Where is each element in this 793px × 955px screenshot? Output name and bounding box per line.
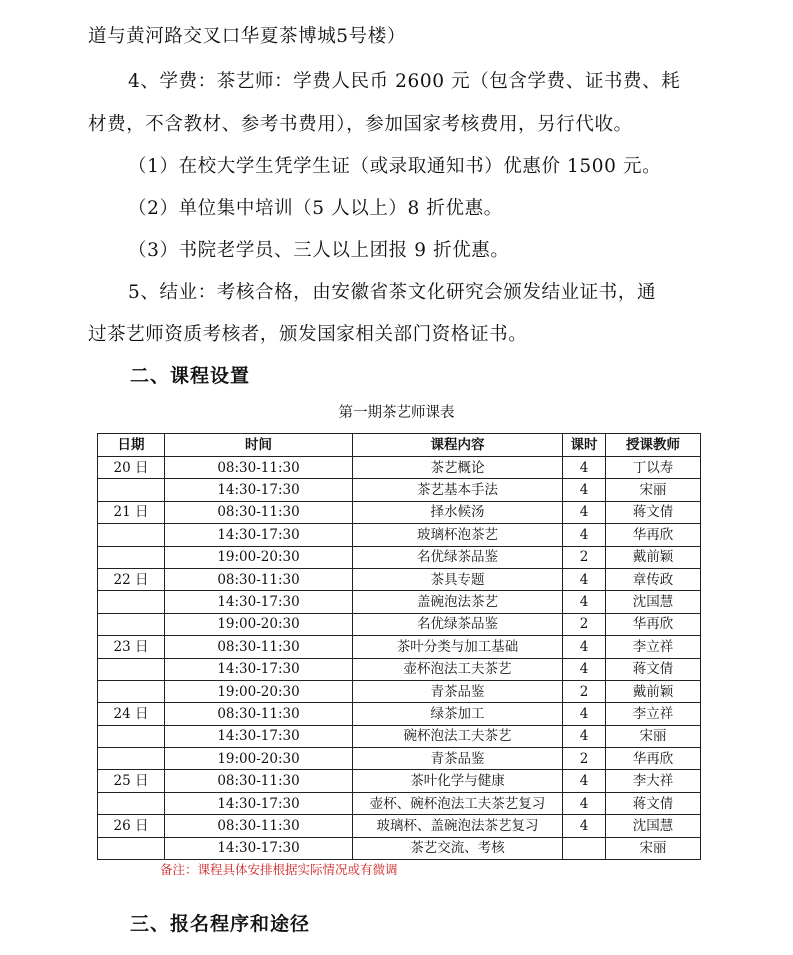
- cell-content: 玻璃杯泡茶艺: [353, 524, 563, 546]
- cell-date: [98, 748, 165, 770]
- table-row: [98, 703, 701, 725]
- cell-time: 08:30-11:30: [165, 703, 353, 725]
- cell-teacher: 李大祥: [606, 770, 701, 792]
- paragraph-completion: 5、结业：考核合格，由安徽省茶文化研究会颁发结业证书，通: [128, 282, 657, 303]
- paragraph-discount-2: （2）单位集中培训（5 人以上）8 折优惠。: [128, 198, 503, 219]
- schedule-body: [98, 457, 701, 860]
- cell-teacher: 华再欣: [606, 524, 701, 546]
- cell-hours: 4: [563, 658, 606, 680]
- cell-time: 14:30-17:30: [165, 524, 353, 546]
- cell-time: 19:00-20:30: [165, 546, 353, 568]
- header-date: 日期: [98, 434, 165, 457]
- cell-time: 19:00-20:30: [165, 748, 353, 770]
- cell-time: 19:00-20:30: [165, 613, 353, 635]
- cell-hours: 2: [563, 680, 606, 702]
- cell-time: 08:30-11:30: [165, 636, 353, 658]
- cell-date: 24 日: [98, 703, 165, 725]
- cell-hours: 4: [563, 636, 606, 658]
- cell-date: [98, 591, 165, 613]
- cell-content: 择水候汤: [353, 501, 563, 523]
- cell-hours: 4: [563, 725, 606, 747]
- cell-hours: 4: [563, 591, 606, 613]
- paragraph-tuition-cont: 材费，不含教材、参考书费用），参加国家考核费用，另行代收。: [88, 114, 633, 135]
- cell-content: 玻璃杯、盖碗泡法茶艺复习: [353, 815, 563, 837]
- cell-content: 茶艺交流、考核: [353, 837, 563, 859]
- cell-content: 青茶品鉴: [353, 748, 563, 770]
- table-row: [98, 636, 701, 658]
- cell-date: [98, 479, 165, 501]
- cell-date: [98, 524, 165, 546]
- paragraph-address-end: 道与黄河路交叉口华夏茶博城5号楼）: [88, 26, 406, 47]
- table-row: [98, 658, 701, 680]
- table-row: [98, 725, 701, 747]
- table-row: [98, 501, 701, 523]
- cell-teacher: 丁以寿: [606, 457, 701, 479]
- paragraph-discount-1: （1）在校大学生凭学生证（或录取通知书）优惠价 1500 元。: [128, 156, 662, 177]
- cell-hours: 4: [563, 524, 606, 546]
- cell-teacher: 戴前颖: [606, 546, 701, 568]
- cell-teacher: 华再欣: [606, 613, 701, 635]
- cell-hours: 4: [563, 703, 606, 725]
- cell-date: 25 日: [98, 770, 165, 792]
- cell-hours: 2: [563, 748, 606, 770]
- cell-teacher: 戴前颖: [606, 680, 701, 702]
- cell-teacher: 蒋文倩: [606, 658, 701, 680]
- cell-time: 14:30-17:30: [165, 725, 353, 747]
- table-row: [98, 524, 701, 546]
- cell-teacher: 李立祥: [606, 636, 701, 658]
- cell-content: 青茶品鉴: [353, 680, 563, 702]
- cell-teacher: 沈国慧: [606, 591, 701, 613]
- cell-date: 20 日: [98, 457, 165, 479]
- table-row: [98, 837, 701, 859]
- table-row: [98, 613, 701, 635]
- cell-teacher: 李立祥: [606, 703, 701, 725]
- table-row: [98, 770, 701, 792]
- cell-content: 碗杯泡法工夫茶艺: [353, 725, 563, 747]
- header-teacher: 授课教师: [606, 434, 701, 457]
- cell-date: 26 日: [98, 815, 165, 837]
- table-row: [98, 680, 701, 702]
- cell-date: [98, 725, 165, 747]
- section-heading-curriculum: 二、课程设置: [130, 365, 251, 387]
- paragraph-completion-cont: 过茶艺师资质考核者，颁发国家相关部门资格证书。: [88, 324, 528, 345]
- table-row: [98, 479, 701, 501]
- cell-teacher: 华再欣: [606, 748, 701, 770]
- header-hours: 课时: [563, 434, 606, 457]
- cell-hours: [563, 837, 606, 859]
- cell-hours: 2: [563, 546, 606, 568]
- table-row: [98, 591, 701, 613]
- cell-date: 21 日: [98, 501, 165, 523]
- schedule-table: [97, 433, 701, 860]
- cell-content: 壶杯泡法工夫茶艺: [353, 658, 563, 680]
- cell-date: [98, 837, 165, 859]
- cell-hours: 2: [563, 613, 606, 635]
- cell-hours: 4: [563, 457, 606, 479]
- table-row: [98, 792, 701, 814]
- cell-time: 14:30-17:30: [165, 479, 353, 501]
- cell-hours: 4: [563, 770, 606, 792]
- cell-teacher: 章传政: [606, 568, 701, 590]
- cell-time: 08:30-11:30: [165, 457, 353, 479]
- cell-date: [98, 546, 165, 568]
- cell-date: [98, 658, 165, 680]
- header-content: 课程内容: [353, 434, 563, 457]
- table-row: [98, 748, 701, 770]
- cell-content: 名优绿茶品鉴: [353, 613, 563, 635]
- cell-content: 茶叶化学与健康: [353, 770, 563, 792]
- cell-teacher: 蒋文倩: [606, 792, 701, 814]
- cell-time: 19:00-20:30: [165, 680, 353, 702]
- table-row: [98, 546, 701, 568]
- cell-content: 茶叶分类与加工基础: [353, 636, 563, 658]
- cell-time: 08:30-11:30: [165, 770, 353, 792]
- cell-time: 08:30-11:30: [165, 568, 353, 590]
- cell-hours: 4: [563, 568, 606, 590]
- cell-content: 茶艺概论: [353, 457, 563, 479]
- cell-time: 14:30-17:30: [165, 837, 353, 859]
- cell-teacher: 宋丽: [606, 479, 701, 501]
- cell-date: 22 日: [98, 568, 165, 590]
- table-row: [98, 457, 701, 479]
- cell-hours: 4: [563, 479, 606, 501]
- table-header-row: [98, 434, 701, 457]
- cell-content: 名优绿茶品鉴: [353, 546, 563, 568]
- cell-teacher: 沈国慧: [606, 815, 701, 837]
- paragraph-tuition: 4、学费：茶艺师：学费人民币 2600 元（包含学费、证书费、耗: [128, 71, 681, 92]
- cell-content: 壶杯、碗杯泡法工夫茶艺复习: [353, 792, 563, 814]
- cell-teacher: 宋丽: [606, 725, 701, 747]
- table-row: [98, 815, 701, 837]
- paragraph-discount-3: （3）书院老学员、三人以上团报 9 折优惠。: [128, 240, 510, 261]
- table-note: 备注：课程具体安排根据实际情况或有微调: [160, 862, 398, 877]
- cell-teacher: 蒋文倩: [606, 501, 701, 523]
- cell-date: [98, 792, 165, 814]
- cell-time: 14:30-17:30: [165, 658, 353, 680]
- cell-content: 绿茶加工: [353, 703, 563, 725]
- cell-time: 08:30-11:30: [165, 815, 353, 837]
- cell-time: 08:30-11:30: [165, 501, 353, 523]
- cell-content: 盖碗泡法茶艺: [353, 591, 563, 613]
- cell-hours: 4: [563, 501, 606, 523]
- section-heading-registration: 三、报名程序和途径: [130, 913, 311, 935]
- cell-date: [98, 680, 165, 702]
- cell-date: 23 日: [98, 636, 165, 658]
- cell-time: 14:30-17:30: [165, 792, 353, 814]
- table-row: [98, 568, 701, 590]
- header-time: 时间: [165, 434, 353, 457]
- cell-content: 茶艺基本手法: [353, 479, 563, 501]
- cell-content: 茶具专题: [353, 568, 563, 590]
- cell-hours: 4: [563, 815, 606, 837]
- table-caption: 第一期茶艺师课表: [338, 405, 455, 421]
- cell-time: 14:30-17:30: [165, 591, 353, 613]
- cell-hours: 4: [563, 792, 606, 814]
- cell-teacher: 宋丽: [606, 837, 701, 859]
- cell-date: [98, 613, 165, 635]
